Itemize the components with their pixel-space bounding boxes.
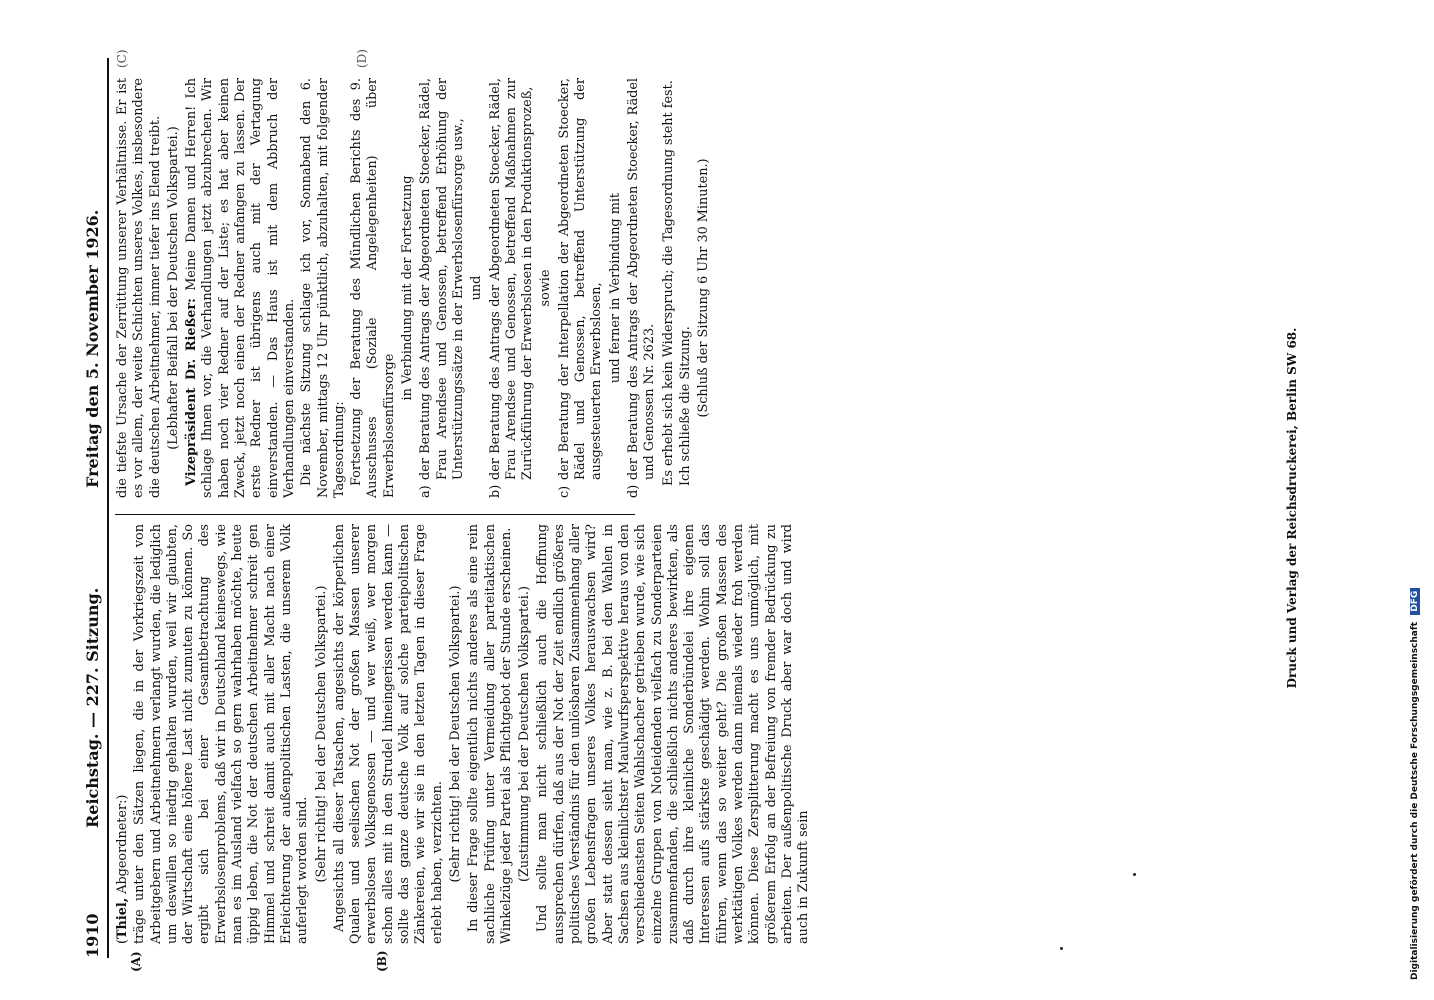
paragraph: Und sollte man nicht schließlich auch die Hoffnung aussprechen dürfen, daß aus der Not der Zeit endlich größeres politisches Verständnis für den unlösbaren Zusammenhang aller großen Lebensfragen unseres Volkes herauswachsen wird? Aber statt dessen sieht man, wie z. B. bei den Wahlen in Sachsen aus kleinlichster Maulwurfsperspektive heraus von den verschiedensten Seiten Wahlschacher getrieben wurde, wie sich einzelne Gruppen von Notleidenden vielfach zu Sonderparteien zusammenfanden, die schließlich nichts anderes bewirkten, als daß durch ihre kleinliche Sonderbündelei ihre eigenen Interessen aufs stärkste geschädigt werden. Wohin soll das führen, wenn das so weiter geht? Die großen Massen des werktätigen Volkes werden dann niemals wieder froh werden können. Diese Zersplitterung macht es uns unmöglich, mit größerem Erfolg an der Befreiung von fremder Bedrückung zu arbeiten. Der außenpolitische Druck aber war doch und wird auch in Zukunft sein [535, 524, 812, 944]
agenda-item-label: a) [418, 485, 434, 498]
page-header [75, 58, 111, 958]
agenda-item-label: c) [556, 485, 572, 498]
agenda-item-text: der Beratung des Antrags der Abgeordneten Stoecker, Rädel und Genossen Nr. 2623. [625, 78, 658, 480]
closing-statement: Ich schließe die Sitzung. [677, 326, 693, 486]
paragraph: die tiefste Ursache der Zerrüttung unserer Verhältnisse. Er ist es vor allem, der weite Schichten unseres Volkes, insbesondere die deutschen Arbeitnehmer, immer tiefer ins Elend treibt. [115, 78, 163, 498]
right-column [115, 78, 714, 498]
agenda-item-c [557, 78, 606, 498]
page-number: 1910 [83, 913, 102, 958]
paragraph: In dieser Frage sollte eigentlich nichts anderes als eine rein sachliche Prüfung unter Vermeidung aller parteitaktischen Winkelzüge jeder Partei als Pflichtgebot der Stunde erscheinen. [466, 524, 514, 944]
agenda-item-label: d) [625, 484, 641, 498]
interjection: (Sehr richtig! bei der Deutschen Volkspartei.) [313, 585, 329, 883]
column-divider [115, 514, 635, 515]
session-end-note: (Schluß der Sitzung 6 Uhr 30 Minuten.) [696, 158, 712, 418]
agenda-connector: sowie [538, 269, 554, 307]
printer-imprint: Druck und Verlag der Reichsdruckerei, Berlin SW 68. [1285, 327, 1299, 689]
margin-mark-d: (D) [355, 49, 369, 68]
interjection: (Lebhafter Beifall bei der Deutschen Volkspartei.) [165, 126, 181, 450]
rotated-page [75, 49, 1299, 972]
agenda-item-text: der Beratung des Antrags der Abgeordneten Stoecker, Rädel, Frau Arendsee und Genossen, betreffend Maßnahmen zur Zurückführung der Erwerbslosen in den Produktionsprozeß, [487, 78, 536, 480]
agenda-connector: und ferner in Verbindung mit [607, 192, 623, 384]
scan-speck [1133, 873, 1136, 876]
agenda-connector: in Verbindung mit der Fortsetzung [400, 175, 416, 401]
agenda-item-b [488, 78, 537, 498]
vice-president-speaker: Vizepräsident Dr. Rießer: [184, 298, 200, 486]
margin-mark-c: (C) [115, 49, 129, 68]
paragraph: Angesichts all dieser Tatsachen, angesichts der körperlichen Qualen und seelischen Not der großen Massen unserer erwerbslosen Volksgenossen — und wer weiß, wer morgen schon alles mit in den Strudel hineingerissen werden kann — sollte das ganze deutsche Volk auf solche parteipolitischen Zänkereien, wie wir sie in den letzten Tagen in dieser Frage erlebt haben, verzichten. [331, 524, 445, 944]
header-right-title: Freitag den 5. November 1926. [83, 209, 102, 488]
speaker-line: (Thiel, Abgeordneter:) [115, 794, 130, 944]
paragraph [184, 78, 298, 498]
agenda-item-d [626, 78, 659, 498]
funding-note-text: Digitalisierung gefördert durch die Deutsche Forschungsgemeinschaft [1410, 621, 1420, 980]
next-session: Die nächste Sitzung schlage ich vor, Sonnabend den 6. November, mittags 12 Uhr pünktlich, abzuhalten, mit folgender Tagesordnung: [299, 78, 347, 498]
interjection: (Zustimmung bei der Deutschen Volkspartei.) [517, 586, 533, 882]
agenda-item-text: der Beratung des Antrags der Abgeordneten Stoecker, Rädel, Frau Arendsee und Genossen, betreffend Erhöhung der Unterstützungssätze in der Erwerbslosenfürsorge usw., [418, 78, 466, 480]
speaker-name: Thiel, [115, 897, 130, 939]
speaker-role: Abgeordneter: [115, 799, 130, 894]
agenda-intro: Fortsetzung der Beratung des Mündlichen Berichts des 9. Ausschusses (Soziale Angelegenheiten) über Erwerbslosenfürsorge [349, 78, 397, 498]
funding-note [1410, 588, 1420, 980]
agenda-connector: und [469, 275, 485, 301]
dfg-logo: DFG [1410, 588, 1420, 615]
closing-statement: Es erhebt sich kein Widerspruch; die Tagesordnung steht fest. [660, 80, 676, 486]
agenda-item-a [418, 78, 467, 498]
vice-president-text: Meine Damen und Herren! Ich schlage Ihnen vor, die Verhandlungen jetzt abzubrechen. Wir haben noch vier Redner auf der Liste; es hat aber keinen Zweck, jetzt noch einen der Redner anfangen zu lassen. Der erste Redner ist übrigens auch mit der Vertagung einverstanden. — Das Haus ist mit dem Abbruch der Verhandlungen einverstanden. [184, 77, 297, 498]
paragraph: träge unter den Sätzen liegen, die in der Vorkriegszeit von Arbeitgebern und Arbeitnehmern verlangt wurden, die lediglich um deswillen so niedrig gehalten wurden, weil wir glaubten, der Wirtschaft eine höhere Last nicht zumuten zu können. So ergibt sich bei einer Gesamtbetrachtung des Erwerbslosenproblems, daß wir in Deutschland keineswegs, wie man es im Ausland vielfach so gern wahrhaben möchte, heute üppig leben, die Not der deutschen Arbeitnehmer schreit gen Himmel und schreit damit auch mit aller Macht nach einer Erleichterung der außenpolitischen Lasten, die unserem Volk auferlegt worden sind. [132, 524, 311, 944]
agenda-item-text: der Beratung der Interpellation der Abgeordneten Stoecker, Rädel und Genossen, betreffend Unterstützung der ausgesteuerten Erwerbslosen, [556, 78, 605, 480]
agenda-item-label: b) [487, 484, 503, 498]
margin-mark-a: (A) [129, 951, 143, 972]
header-left-title: Reichstag. — 227. Sitzung. [83, 587, 102, 828]
header-rule [107, 58, 109, 958]
scan-speck [1060, 947, 1063, 950]
left-column [115, 524, 813, 944]
margin-mark-b: (B) [375, 950, 389, 972]
interjection: (Sehr richtig! bei der Deutschen Volkspartei.) [447, 585, 463, 883]
